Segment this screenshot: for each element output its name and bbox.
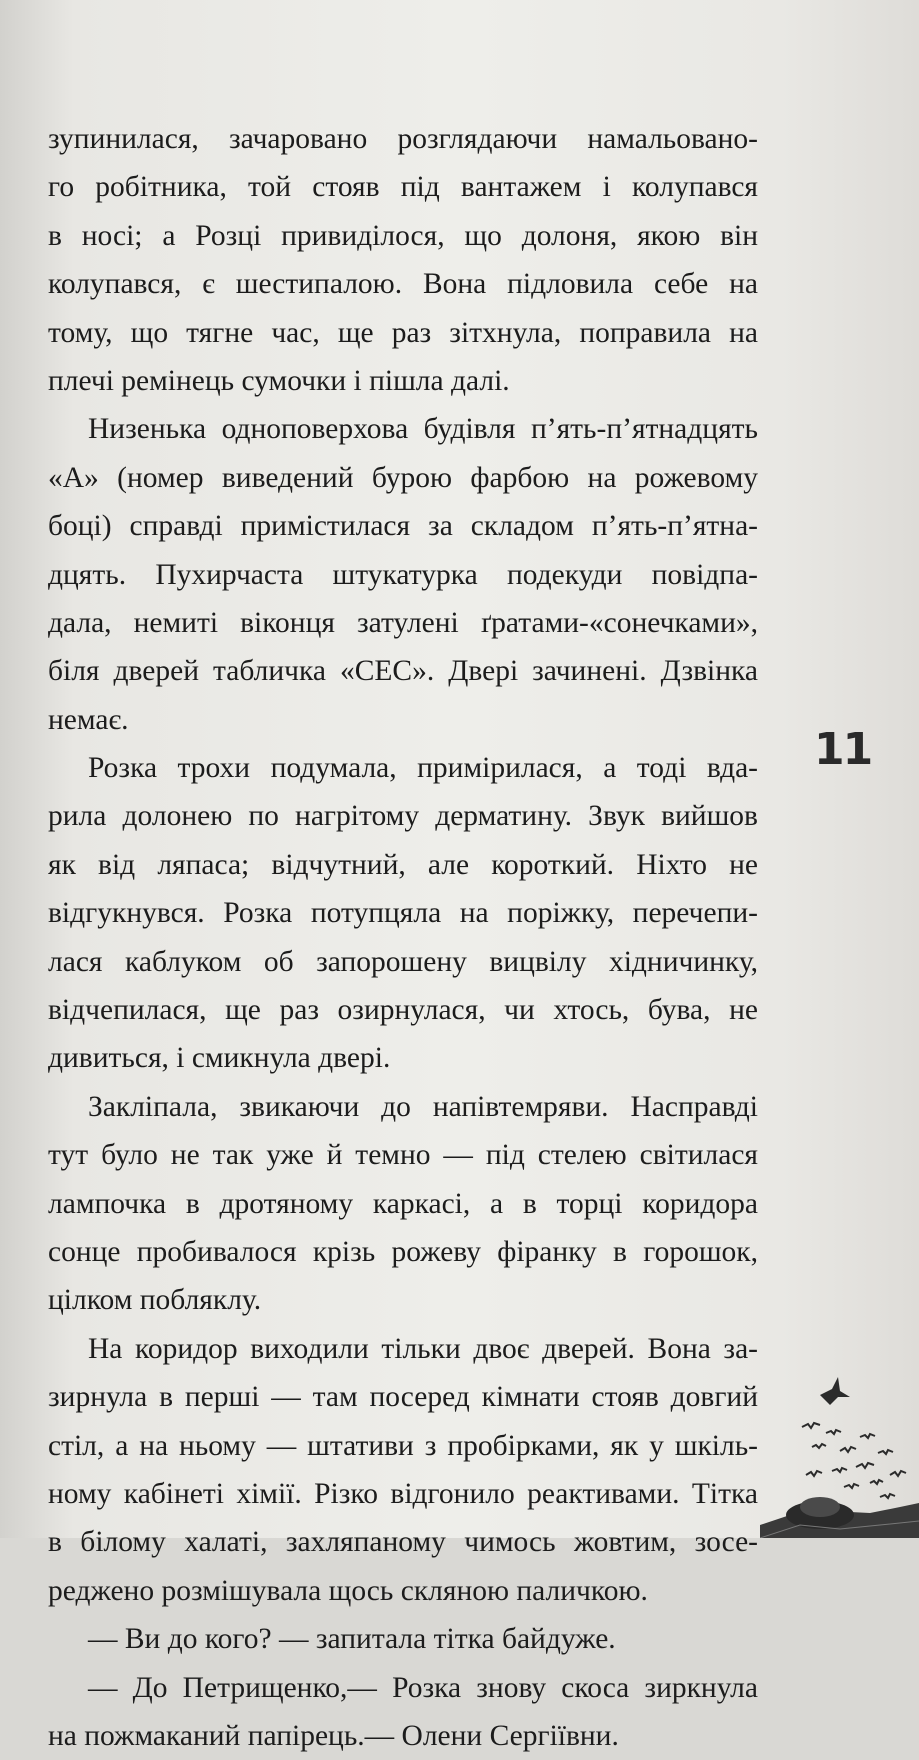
text-line: в носі; а Розці привиділося, що долоня, якою він bbox=[48, 219, 758, 252]
text-line: дала, немиті віконця затулені ґратами-«сонечками», bbox=[48, 606, 758, 639]
text-line: колупався, є шестипалою. Вона підловила себе на bbox=[48, 268, 758, 301]
text-line: як від ляпаса; відчутний, але короткий. Ніхто не bbox=[48, 848, 758, 881]
text-line: лампочка в дротяному каркасі, а в торці коридора bbox=[48, 1187, 758, 1220]
text-line: сонце пробивалося крізь рожеву фіранку в горошок, bbox=[48, 1235, 758, 1268]
text-line: тому, що тягне час, ще раз зітхнула, поправила на bbox=[48, 316, 758, 349]
text-line: тут було не так уже й темно — під стелею світилася bbox=[48, 1139, 758, 1172]
text-line: цілком побляклу. bbox=[48, 1284, 262, 1317]
text-line: реджено розмішувала щось скляною паличкою. bbox=[48, 1574, 648, 1607]
page-number: 11 bbox=[814, 724, 872, 775]
text-line: в білому халаті, захляпаному чимось жовтим, зосе- bbox=[48, 1526, 758, 1559]
text-line: — До Петрищенко,— Розка знову скоса зиркнула bbox=[88, 1671, 758, 1704]
text-line: дцять. Пухирчаста штукатурка подекуди повідпа- bbox=[48, 558, 758, 591]
text-line: Розка трохи подумала, примірилася, а тоді вда- bbox=[88, 752, 758, 785]
text-line: — Ви до кого? — запитала тітка байдуже. bbox=[88, 1623, 616, 1656]
text-line: рила долонею по нагрітому дерматину. Звук вийшов bbox=[48, 800, 758, 833]
text-line: дивиться, і смикнула двері. bbox=[48, 1042, 391, 1075]
birds-illustration bbox=[760, 1375, 919, 1538]
text-line: стіл, а на ньому — штативи з пробірками, як у шкіль- bbox=[48, 1429, 758, 1462]
text-line: го робітника, той стояв під вантажем і колупався bbox=[48, 171, 758, 204]
text-line: ному кабінеті хімії. Різко відгонило реактивами. Тітка bbox=[48, 1477, 758, 1510]
text-line: Низенька одноповерхова будівля п’ять-п’ятнадцять bbox=[88, 413, 758, 446]
text-line: боці) справді примістилася за складом п’ять-п’ятна- bbox=[48, 510, 758, 543]
text-line: плечі ремінець сумочки і пішла далі. bbox=[48, 364, 510, 397]
text-line: зирнула в перші — там посеред кімнати стояв довгий bbox=[48, 1381, 758, 1414]
text-line: на пожмаканий папірець.— Олени Сергіївни. bbox=[48, 1719, 619, 1752]
body-text bbox=[48, 115, 758, 1760]
text-line: Закліпала, звикаючи до напівтемряви. Насправді bbox=[88, 1090, 758, 1123]
text-line: «А» (номер виведений бурою фарбою на рожевому bbox=[48, 461, 758, 494]
text-line: немає. bbox=[48, 703, 129, 736]
text-line: На коридор виходили тільки двоє дверей. Вона за- bbox=[88, 1332, 758, 1365]
text-line: зупинилася, зачаровано розглядаючи намальовано- bbox=[48, 123, 758, 155]
text-line: біля дверей табличка «СЕС». Двері зачинені. Дзвінка bbox=[48, 655, 758, 688]
text-line: відгукнувся. Розка потупцяла на поріжку, перечепи- bbox=[48, 897, 758, 930]
text-line: лася каблуком об запорошену вицвілу хідничинку, bbox=[48, 945, 758, 978]
text-line: відчепилася, ще раз озирнулася, чи хтось, бува, не bbox=[48, 994, 758, 1027]
